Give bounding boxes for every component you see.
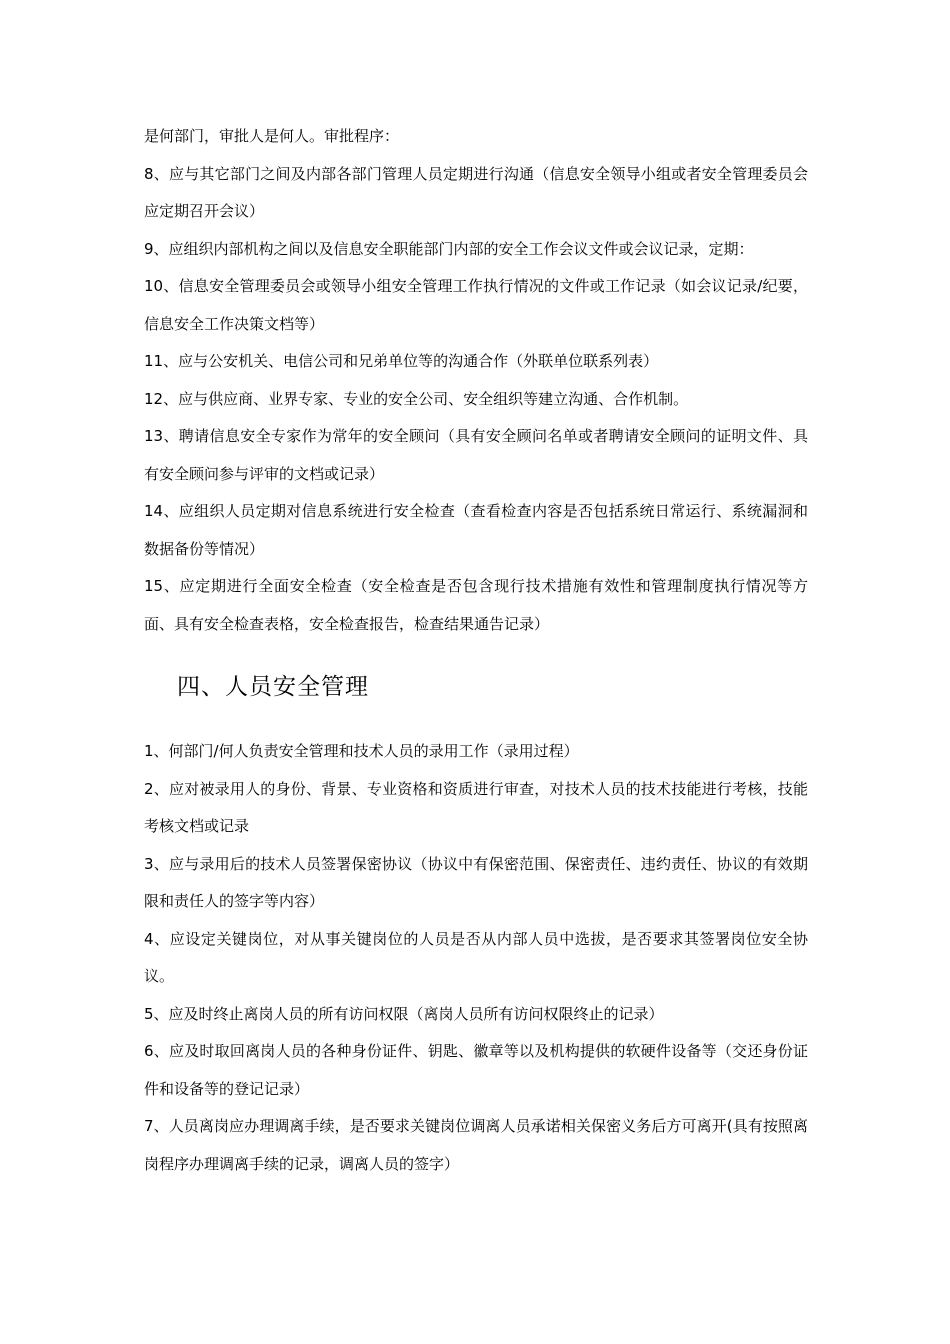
document-page (144, 118, 808, 1183)
paragraph-item-12: 12、应与供应商、业界专家、专业的安全公司、安全组织等建立沟通、合作机制。 (144, 389, 689, 408)
paragraph-item-7: 7、人员离岗应办理调离手续，是否要求关键岗位调离人员承诺相关保密义务后方可离开(具有按照离岗程序办理调离手续的记录，调离人员的签字） (144, 1117, 808, 1173)
paragraph-approval-procedure: 是何部门，审批人是何人。审批程序： (144, 127, 400, 145)
paragraph-item-13: 13、聘请信息安全专家作为常年的安全顾问（具有安全顾问名单或者聘请安全顾问的证明文件、具有安全顾问参与评审的文档或记录） (144, 427, 808, 483)
section-heading-personnel-security: 四、人员安全管理 (177, 674, 369, 700)
paragraph-item-8: 8、应与其它部门之间及内部各部门管理人员定期进行沟通（信息安全领导小组或者安全管理委员会应定期召开会议） (144, 164, 808, 220)
section-personnel-security (144, 733, 808, 1183)
paragraph-item-15: 15、应定期进行全面安全检查（安全检查是否包含现行技术措施有效性和管理制度执行情况等方面、具有安全检查表格，安全检查报告，检查结果通告记录） (144, 577, 808, 633)
paragraph-item-14: 14、应组织人员定期对信息系统进行安全检查（查看检查内容是否包括系统日常运行、系统漏洞和数据备份等情况） (144, 502, 808, 558)
paragraph-item-2: 2、应对被录用人的身份、背景、专业资格和资质进行审查，对技术人员的技术技能进行考核，技能考核文档或记录 (144, 779, 808, 835)
section-continued (144, 118, 808, 643)
paragraph-item-11: 11、应与公安机关、电信公司和兄弟单位等的沟通合作（外联单位联系列表） (144, 352, 659, 370)
paragraph-item-3: 3、应与录用后的技术人员签署保密协议（协议中有保密范围、保密责任、违约责任、协议的有效期限和责任人的签字等内容） (144, 854, 808, 910)
paragraph-item-10: 10、信息安全管理委员会或领导小组安全管理工作执行情况的文件或工作记录（如会议记录/纪要，信息安全工作决策文档等） (144, 277, 808, 333)
paragraph-item-5: 5、应及时终止离岗人员的所有访问权限（离岗人员所有访问权限终止的记录） (144, 1004, 664, 1023)
paragraph-item-4: 4、应设定关键岗位，对从事关键岗位的人员是否从内部人员中选拔，是否要求其签署岗位安全协议。 (144, 929, 808, 985)
paragraph-item-9: 9、应组织内部机构之间以及信息安全职能部门内部的安全工作会议文件或会议记录，定期： (144, 239, 754, 258)
paragraph-item-6: 6、应及时取回离岗人员的各种身份证件、钥匙、徽章等以及机构提供的软硬件设备等（交还身份证件和设备等的登记记录） (144, 1042, 808, 1098)
paragraph-item-1: 1、何部门/何人负责安全管理和技术人员的录用工作（录用过程） (144, 742, 579, 760)
